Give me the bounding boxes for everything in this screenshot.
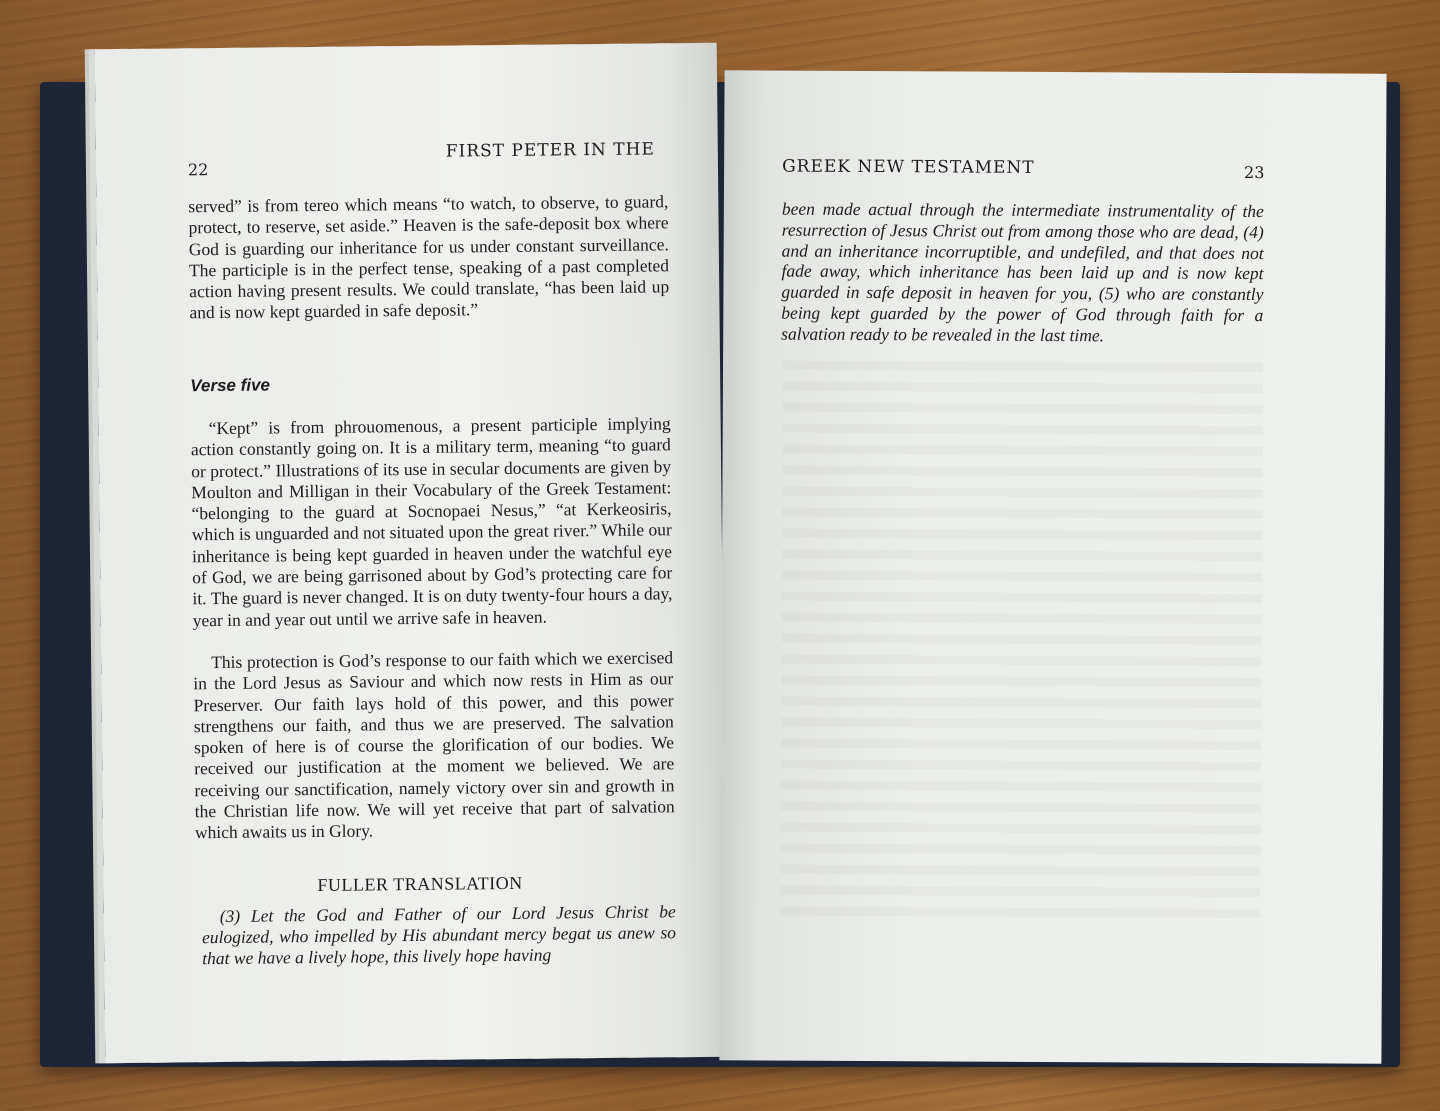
page-number-left: 22 <box>187 160 209 180</box>
paragraph-1 <box>188 191 669 324</box>
show-through-text <box>780 361 1263 924</box>
paragraph-2 <box>191 413 673 631</box>
running-head-right: GREEK NEW TESTAMENT <box>782 156 1035 178</box>
page-number-right: 23 <box>1244 162 1265 183</box>
paragraph-2-text: “Kept” is from phrouomenous, a present participle implying action constantly going on. It is a military term, meaning “to guard or protect.” Illustrations of its use in secular documents are given by Moulton and Milligan in their Vocabulary of the Greek Testament: “belonging to the guard at Socnopaei Nesus,” “at Kerkeosiris, which is unguarded and not situated upon the great river.” While our inheritance is being kept guarded in heaven under the watchful eye of God, we are being garrisoned about by God’s protecting care for it. The guard is never changed. It is on duty twenty-four hours a day, year in and year out until we arrive safe in heaven. <box>190 413 673 630</box>
paragraph-3-text: This protection is God’s response to our faith which we exercised in the Lord Jesus as Saviour and which now rests in Him as our Preserver. Our faith lays hold of this power, and this power strengthens our faith, and thus we are preserved. The salvation spoken of here is of course the glorification of our bodies. We received our justification at the moment we believed. We are receiving our sanctification, namely victory over sin and growth in the Christian life now. We will yet receive that part of salvation which awaits us in Glory. <box>193 647 675 843</box>
translation-text: (3) Let the God and Father of our Lord Jesus Christ be eulogized, who impelled by His abundant mercy begat us anew so that we have a lively hope, this lively hope having <box>201 901 677 968</box>
right-page <box>719 70 1386 1063</box>
section-heading: Verse five <box>190 375 271 396</box>
left-page <box>95 43 728 1063</box>
translation-continuation: been made actual through the intermediate instrumentality of the resurrection of Jesus Christ out from among those who are dead, (4) and an inheritance incorruptible, and undefiled, and that does not fade away, which inheritance has been laid up and is now kept guarded in safe deposit in heaven for you, (5) who are constantly being kept guarded by the power of God through faith for a salvation ready to be revealed in the last time. <box>781 198 1264 346</box>
paragraph-3 <box>193 647 675 844</box>
translation-heading: FULLER TRANSLATION <box>317 872 523 895</box>
running-head-left: FIRST PETER IN THE <box>445 139 655 162</box>
paragraph-1-text: served” is from tereo which means “to watch, to observe, to guard, protect, to reserve, set aside.” Heaven is the safe-deposit box where God is guarding our inheritance for us under constant surveillance. The participle is in the perfect tense, speaking of a past completed action having present results. We could translate, “has been laid up and is now kept guarded in safe deposit.” <box>188 191 670 323</box>
